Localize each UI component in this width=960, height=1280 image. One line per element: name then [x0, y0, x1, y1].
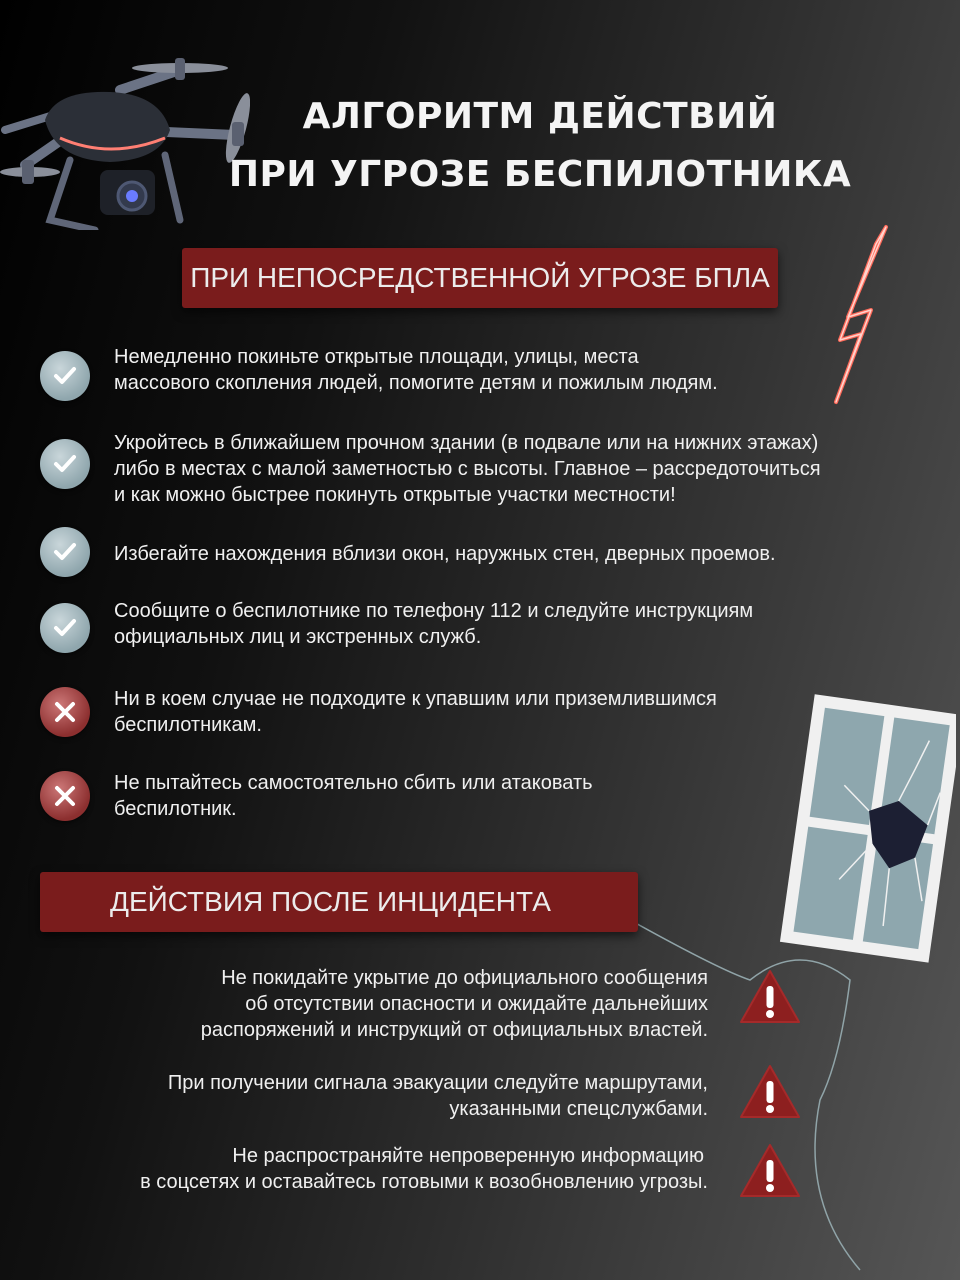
section-2-heading-text: ДЕЙСТВИЯ ПОСЛЕ ИНЦИДЕНТА	[110, 886, 551, 917]
item-line: Не распространяйте непроверенную информацию	[232, 1145, 704, 1167]
item-line: При получении сигнала эвакуации следуйте маршрутами,	[167, 1072, 708, 1094]
list-item	[114, 686, 717, 738]
cross-badge	[40, 771, 90, 821]
warning-icon	[738, 1142, 802, 1200]
item-line: об отсутствии опасности и ожидайте дальнейших	[245, 993, 708, 1015]
section-1-heading	[182, 248, 778, 308]
check-icon	[50, 537, 80, 567]
item-line: либо в местах с малой заметностью с высоты. Главное – рассредоточиться	[114, 458, 821, 480]
check-badge	[40, 527, 90, 577]
item-line: беспилотникам.	[114, 714, 262, 736]
item-line: Избегайте нахождения вблизи окон, наружных стен, дверных проемов.	[114, 543, 776, 565]
item-line: Сообщите о беспилотнике по телефону 112 и следуйте инструкциям	[114, 600, 754, 622]
list-item	[168, 1070, 708, 1122]
item-line: беспилотник.	[114, 798, 237, 820]
list-item	[114, 770, 593, 822]
item-line: и как можно быстрее покинуть открытые участки местности!	[114, 484, 676, 506]
section-1-heading-text: ПРИ НЕПОСРЕДСТВЕННОЙ УГРОЗЕ БПЛА	[190, 262, 770, 293]
list-item	[140, 1143, 708, 1195]
cross-icon	[51, 782, 79, 810]
warning-icon	[738, 1063, 802, 1121]
list-item	[114, 430, 821, 508]
item-line: распоряжений и инструкций от официальных властей.	[200, 1019, 708, 1041]
lightning-icon	[826, 222, 896, 407]
item-line: официальных лиц и экстренных служб.	[114, 626, 482, 648]
check-badge	[40, 603, 90, 653]
list-item	[201, 965, 708, 1043]
item-line: Ни в коем случае не подходите к упавшим или приземлившимся	[114, 688, 717, 710]
item-line: Не пытайтесь самостоятельно сбить или атаковать	[114, 772, 593, 794]
list-item	[114, 598, 753, 650]
check-icon	[50, 361, 80, 391]
section-2-heading	[40, 872, 638, 932]
cross-badge	[40, 687, 90, 737]
check-badge	[40, 351, 90, 401]
title-line-1: АЛГОРИТМ ДЕЙСТВИЙ	[302, 96, 778, 137]
check-badge	[40, 439, 90, 489]
title-line-2: ПРИ УГРОЗЕ БЕСПИЛОТНИКА	[228, 154, 852, 195]
list-item	[114, 344, 718, 396]
item-line: Немедленно покиньте открытые площади, улицы, места	[114, 346, 639, 368]
warning-icon	[738, 968, 802, 1026]
check-icon	[50, 613, 80, 643]
cross-icon	[51, 698, 79, 726]
list-item	[114, 541, 776, 567]
page-title	[160, 88, 920, 204]
item-line: массового скопления людей, помогите детям и пожилым людям.	[114, 372, 718, 394]
item-line: в соцсетях и оставайтесь готовыми к возобновлению угрозы.	[140, 1171, 708, 1193]
check-icon	[50, 449, 80, 479]
item-line: Не покидайте укрытие до официального сообщения	[221, 967, 708, 989]
item-line: Укройтесь в ближайшем прочном здании (в подвале или на нижних этажах)	[114, 432, 819, 454]
item-line: указанными спецслужбами.	[449, 1098, 708, 1120]
